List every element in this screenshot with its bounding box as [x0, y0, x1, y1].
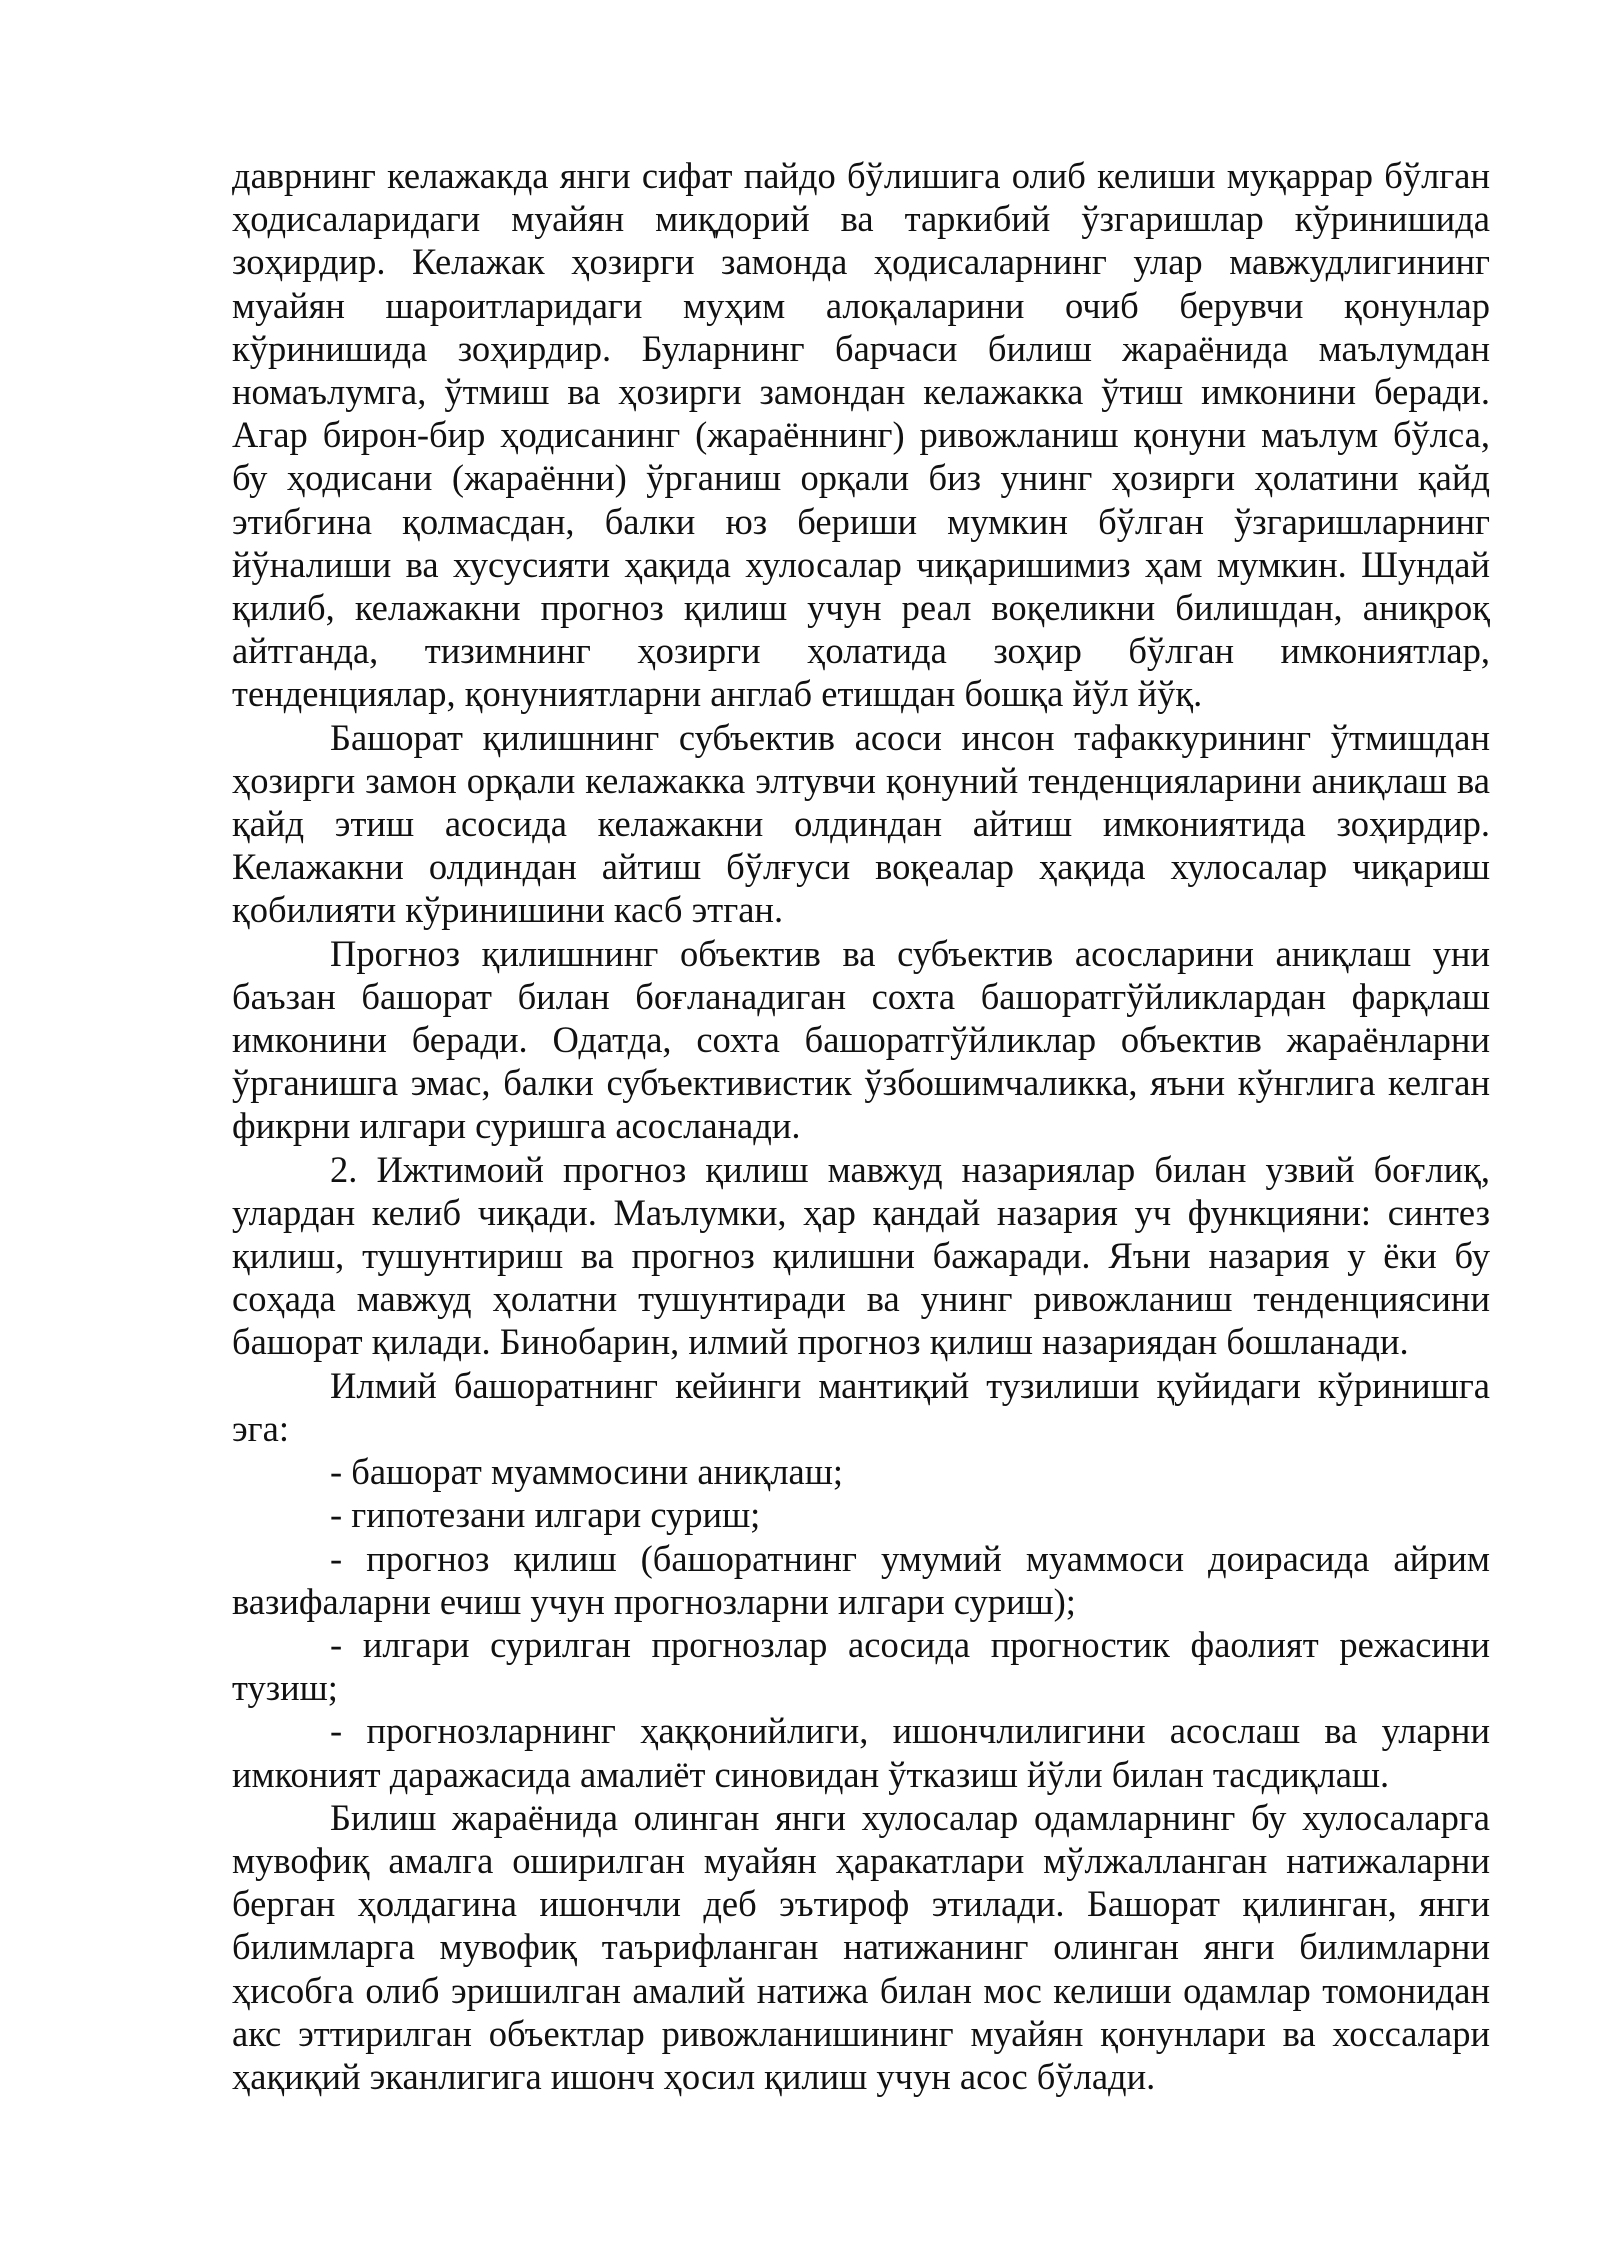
- paragraph-5: Илмий башоратнинг кейинги мантиқий тузилиши қуйидаги кўринишга эга:: [232, 1364, 1490, 1449]
- list-item-1: - башорат муаммосини аниқлаш;: [330, 1451, 843, 1493]
- paragraph-2: Башорат қилишнинг субъектив асоси инсон тафаккурининг ўтмишдан ҳозирги замон орқали келажакка элтувчи қонуний тенденцияларини аниқлаш ва қайд этиш асосида келажакни олдиндан айтиш имкониятида зоҳирдир. Келажакни олдиндан айтиш бўлғуси воқеалар ҳақида хулосалар чиқариш қобилияти кўринишини касб этган.: [232, 716, 1490, 931]
- list-item-4: - илгари сурилган прогнозлар асосида прогностик фаолият режасини тузиш;: [232, 1623, 1490, 1709]
- paragraph-6: Билиш жараёнида олинган янги хулосалар одамларнинг бу хулосаларга мувофиқ амалга оширилган муайян ҳаракатлари мўлжалланган натижаларни берган ҳолдагина ишончли деб эътироф этилади. Башорат қилинган, янги билимларга мувофиқ таърифланган натижанинг олинган янги билимларни ҳисобга олиб эришилган амалий натижа билан мос келиши одамлар томонидан акс эттирилган объектлар ривожланишининг муайян қонунлари ва хоссалари ҳақиқий эканлигига ишонч ҳосил қилиш учун асос бўлади.: [232, 1796, 1490, 2097]
- paragraph-3: Прогноз қилишнинг объектив ва субъектив асосларини аниқлаш уни баъзан башорат билан боғланадиган сохта башоратгўйликлардан фарқлаш имконини беради. Одатда, сохта башоратгўйликлар объектив жараёнларни ўрганишга эмас, балки субъективистик ўзбошимчаликка, яъни кўнглига келган фикрни илгари суришга асосланади.: [232, 932, 1490, 1147]
- document-page: [232, 154, 1490, 2098]
- paragraph-4: 2. Ижтимоий прогноз қилиш мавжуд назариялар билан узвий боғлиқ, улардан келиб чиқади. Маълумки, ҳар қандай назария уч функцияни: синтез қилиш, тушунтириш ва прогноз қилишни бажаради. Яъни назария у ёки бу соҳада мавжуд ҳолатни тушунтиради ва унинг ривожланиш тенденциясини башорат қилади. Бинобарин, илмий прогноз қилиш назариядан бошланади.: [232, 1148, 1490, 1363]
- list-item-5: - прогнозларнинг ҳаққонийлиги, ишончлилигини асослаш ва уларни имконият даражасида амалиёт синовидан ўтказиш йўли билан тасдиқлаш.: [232, 1710, 1490, 1795]
- list-item-2: - гипотезани илгари суриш;: [330, 1494, 761, 1536]
- list-item-3: - прогноз қилиш (башоратнинг умумий муаммоси доирасида айрим вазифаларни ечиш учун прогнозларни илгари суриш);: [232, 1537, 1490, 1622]
- paragraph-1: даврнинг келажакда янги сифат пайдо бўлишига олиб келиши муқаррар бўлган ҳодисаларидаги муайян миқдорий ва таркибий ўзгаришлар кўринишида зоҳирдир. Келажак ҳозирги замонда ҳодисаларнинг улар мавжудлигининг муайян шароитларидаги муҳим алоқаларини очиб берувчи қонунлар кўринишида зоҳирдир. Буларнинг барчаси билиш жараёнида маълумдан номаълумга, ўтмиш ва ҳозирги замондан келажакка ўтиш имконини беради. Агар бирон-бир ҳодисанинг (жараённинг) ривожланиш қонуни маълум бўлса, бу ҳодисани (жараённи) ўрганиш орқали биз унинг ҳозирги ҳолатини қайд этибгина қолмасдан, балки юз бериши мумкин бўлган ўзгаришларнинг йўналиши ва хусусияти ҳақида хулосалар чиқаришимиз ҳам мумкин. Шундай қилиб, келажакни прогноз қилиш учун реал воқеликни билишдан, аниқроқ айтганда, тизимнинг ҳозирги ҳолатида зоҳир бўлган имкониятлар, тенденциялар, қонуниятларни англаб етишдан бошқа йўл йўқ.: [232, 155, 1490, 715]
